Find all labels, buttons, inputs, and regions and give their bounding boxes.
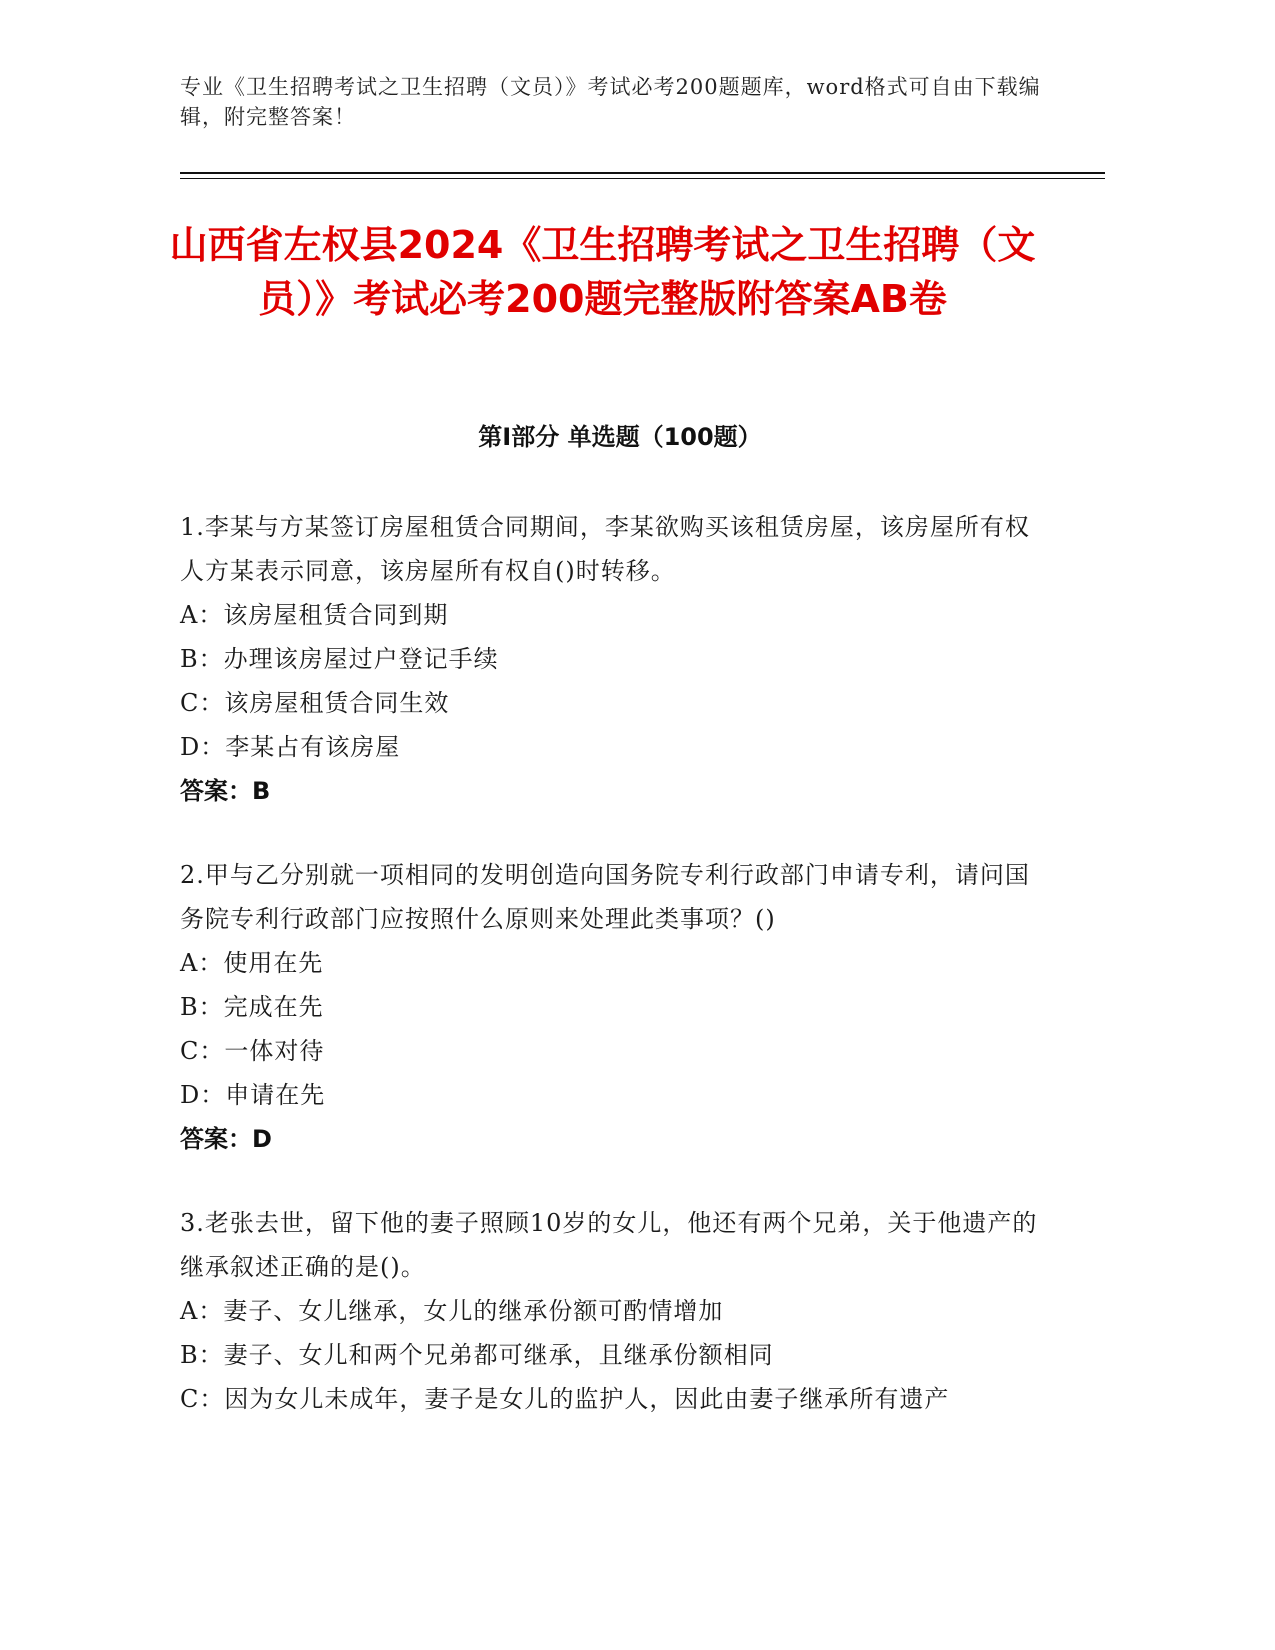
question-2 bbox=[180, 853, 1040, 1161]
answer: 答案：D bbox=[180, 1125, 272, 1153]
option-c: C：该房屋租赁合同生效 bbox=[180, 689, 450, 717]
option-c: C：因为女儿未成年，妻子是女儿的监护人，因此由妻子继承所有遗产 bbox=[180, 1385, 950, 1413]
option-a: A：使用在先 bbox=[180, 949, 324, 977]
question-1 bbox=[180, 505, 1040, 813]
option-b: B：办理该房屋过户登记手续 bbox=[180, 645, 499, 673]
answer: 答案：B bbox=[180, 777, 271, 805]
header-divider-thick bbox=[180, 172, 1105, 174]
question-text: 2.甲与乙分别就一项相同的发明创造向国务院专利行政部门申请专利，请问国务院专利行政部门应按照什么原则来处理此类事项？() bbox=[180, 861, 1030, 933]
option-d: D：申请在先 bbox=[180, 1081, 326, 1109]
question-list bbox=[180, 505, 1040, 1461]
header-note: 专业《卫生招聘考试之卫生招聘（文员）》考试必考200题题库，word格式可自由下载编辑，附完整答案！ bbox=[180, 75, 1041, 129]
header-divider-thin bbox=[180, 178, 1105, 179]
question-text: 1.李某与方某签订房屋租赁合同期间，李某欲购买该租赁房屋，该房屋所有权人方某表示同意，该房屋所有权自()时转移。 bbox=[180, 513, 1030, 585]
section-heading: 第I部分 单选题（100题） bbox=[478, 423, 762, 451]
option-d: D：李某占有该房屋 bbox=[180, 733, 401, 761]
document-title: 山西省左权县2024《卫生招聘考试之卫生招聘（文员）》考试必考200题完整版附答案AB卷 bbox=[169, 223, 1036, 321]
option-c: C：一体对待 bbox=[180, 1037, 325, 1065]
question-text: 3.老张去世，留下他的妻子照顾10岁的女儿，他还有两个兄弟，关于他遗产的继承叙述正确的是()。 bbox=[180, 1209, 1038, 1281]
option-a: A：妻子、女儿继承，女儿的继承份额可酌情增加 bbox=[180, 1297, 724, 1325]
option-b: B：完成在先 bbox=[180, 993, 324, 1021]
question-3 bbox=[180, 1201, 1040, 1421]
option-a: A：该房屋租赁合同到期 bbox=[180, 601, 449, 629]
option-b: B：妻子、女儿和两个兄弟都可继承，且继承份额相同 bbox=[180, 1341, 774, 1369]
